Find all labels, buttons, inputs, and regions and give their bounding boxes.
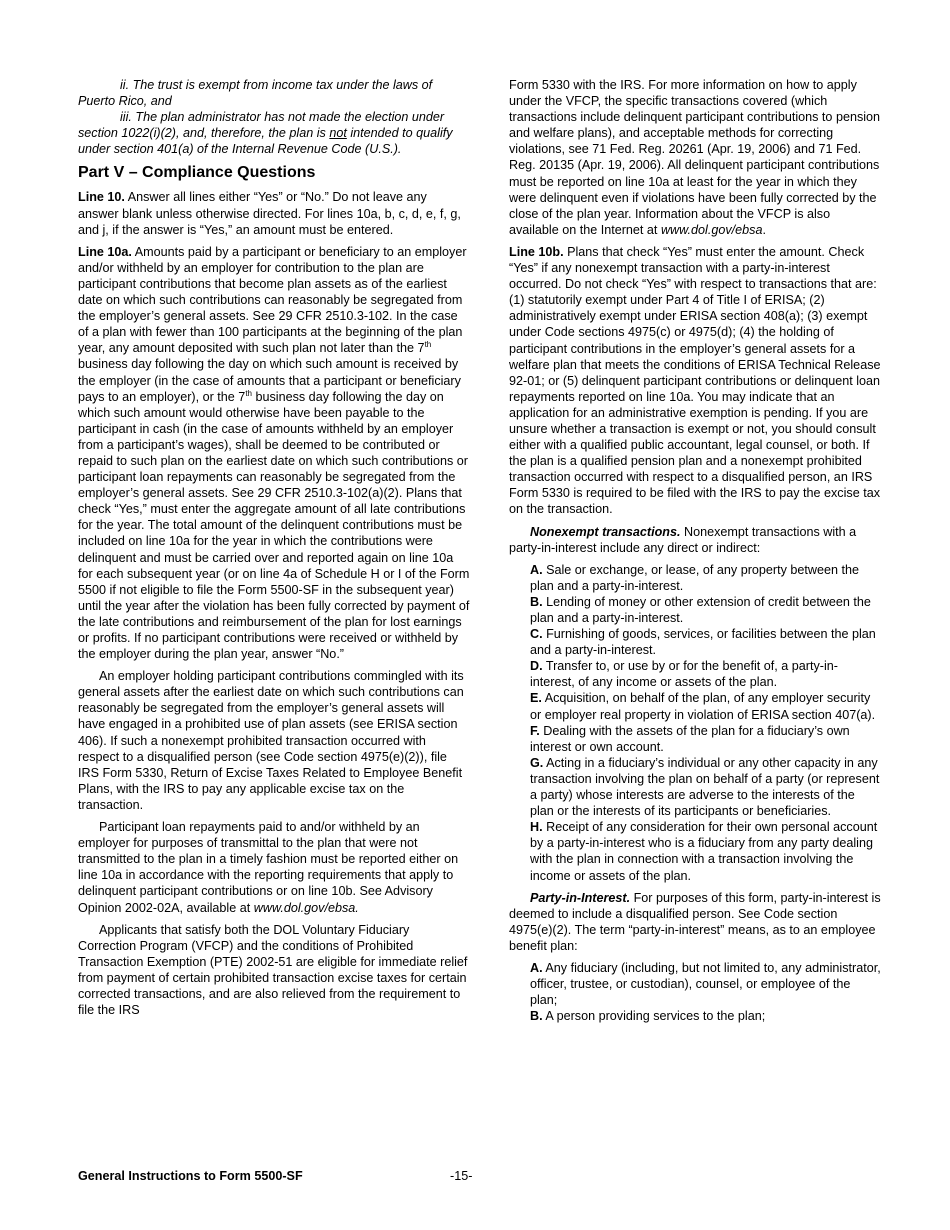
list-item-letter: E. <box>530 691 542 706</box>
list-item-text: Dealing with the assets of the plan for a fiduciary’s own interest or own account. <box>530 723 850 754</box>
loan-repayments-text: Participant loan repayments paid to and/or withheld by an employer for purposes of transmittal to the plan that were not transmitted to the plan in a timely fashion must be reported either on line 10a in accordance with the reporting requirements that apply to delinquent participant contributions or on line 10b. See Advisory Opinion 2002-02A, available at <box>78 820 459 915</box>
list-item-letter: A. <box>530 562 543 577</box>
part-v-heading: Part V – Compliance Questions <box>78 164 316 182</box>
list-item-letter: F. <box>530 723 540 738</box>
dol-ebsa-link[interactable]: www.dol.gov/ebsa. <box>253 900 359 915</box>
list-item-letter: G. <box>530 755 544 770</box>
list-item <box>530 819 881 883</box>
list-item <box>530 562 881 594</box>
roman-iii-text: iii. The plan administrator has not made the election under section 1022(i)(2), and, therefore, the plan is <box>78 110 445 141</box>
list-item <box>530 626 881 658</box>
list-item-text: Sale or exchange, or lease, of any property between the plan and a party-in-interest. <box>530 562 860 593</box>
list-item-text: Any fiduciary (including, but not limited to, any administrator, officer, trustee, or custodian), counsel, or employee of the plan; <box>530 960 881 1008</box>
dol-ebsa-link[interactable]: www.dol.gov/ebsa <box>660 222 763 237</box>
list-item <box>530 723 881 755</box>
list-item <box>530 594 881 626</box>
list-item-letter: H. <box>530 820 543 835</box>
vfcp-continued-paragraph <box>509 77 881 238</box>
list-item-letter: D. <box>530 659 543 674</box>
line-10-paragraph <box>78 189 470 237</box>
right-column <box>509 77 881 1030</box>
roman-iii-text-end: intended to qualify under section 401(a) of the Internal Revenue Code (U.S.). <box>78 126 453 157</box>
line-10-label: Line 10. <box>78 190 125 205</box>
nonexempt-paragraph <box>509 524 881 556</box>
page-number: -15- <box>450 1169 473 1183</box>
list-item-letter: A. <box>530 960 543 975</box>
line-10-text: Answer all lines either “Yes” or “No.” Do not leave any answer blank unless otherwise directed. For lines 10a, b, c, d, e, f, g, and j, if the answer is “Yes,” an amount must be entered. <box>78 190 461 237</box>
party-in-interest-label: Party-in-Interest. <box>530 890 631 905</box>
list-item-text: Lending of money or other extension of credit between the plan and a party-in-interest. <box>530 594 871 625</box>
list-item <box>530 658 881 690</box>
list-item <box>530 960 881 1008</box>
period: . <box>762 222 766 237</box>
underlined-not: not <box>329 126 347 141</box>
list-item-letter: C. <box>530 627 543 642</box>
line-10a-text-2: business day following the day on which such amount is received by the employer (in the case of amounts that a participant or beneficiary pays to an employer), or the 7 <box>78 357 461 404</box>
line-10a-paragraph <box>78 244 470 662</box>
nonexempt-list <box>530 562 881 884</box>
superscript-th: th <box>424 340 432 350</box>
superscript-th: th <box>245 388 252 398</box>
line-10a-text-3: business day following the day on which such amount would otherwise have been payable to the participant in cash (in the case of amounts withheld by an employer from a participant’s wages), shall be deemed to be contributed or repaid to such plan on the earliest date on which such contributions or participant loan repayments can reasonably be segregated from the employer’s general assets. See 29 CFR 2510.3-102(a)(2). Plans that check “Yes,” must enter the aggregate amount of all late contributions for the year. The total amount of the delinquent contributions must be included on line 10a for the year in which the contributions were delinquent and must be carried over and reported again on line 10a for each subsequent year (or on line 4a of Schedule H or I of the Form 5500 if not eligible to file the Form 5500-SF in the subsequent year) until the year after the violation has been fully corrected by payment of the late contributions and reimbursement of the plan for lost earnings or profits. If no participant contributions were received or withheld by the employer during the plan year, answer “No.” <box>78 389 470 662</box>
vfcp-continued-text: Form 5330 with the IRS. For more information on how to apply under the VFCP, the specific transactions covered (which transactions include delinquent participant contributions to pension and welfare plans), and acceptable methods for correcting violations, see 71 Fed. Reg. 20261 (Apr. 19, 2006) and 71 Fed. Reg. 20135 (Apr. 19, 2006). All delinquent participant contributions must be reported on line 10a at least for the year in which they were delinquent even if violations have been fully corrected by the close of the plan year. Information about the VFCP is also available on the Internet at <box>509 78 881 237</box>
line-10a-text: Amounts paid by a participant or beneficiary to an employer and/or withheld by an employer for contribution to the plan are participant contributions that become plan assets as of the earliest date on which such contributions can reasonably be segregated from the employer’s general assets. See 29 CFR 2510.3-102. In the case of a plan with fewer than 100 participants at the beginning of the plan year, any amount deposited with such plan not later than the 7 <box>78 244 467 356</box>
list-item-text: Receipt of any consideration for their own personal account by a party-in-interest who is a fiduciary from any party dealing with the plan in connection with a transaction involving the income or assets of the plan. <box>530 820 878 883</box>
nonexempt-label: Nonexempt transactions. <box>530 524 681 539</box>
employer-commingled-paragraph: An employer holding participant contributions commingled with its general assets after the earliest date on which such contributions can reasonably be segregated from the employer’s general assets will have engaged in a prohibited use of plan assets (see ERISA section 406). If such a nonexempt prohibited transaction occurred with respect to a disqualified person (see Code section 4975(e)(2)), file IRS Form 5330, Return of Excise Taxes Related to Employee Benefit Plans, with the IRS to pay any applicable excise tax on the transaction. <box>78 669 464 812</box>
vfcp-applicants-paragraph: Applicants that satisfy both the DOL Voluntary Fiduciary Correction Program (VFCP) and the conditions of Prohibited Transaction Exemption (PTE) 2002-51 are eligible for immediate relief from payment of certain prohibited transaction excise taxes for certain corrected transactions, and are also relieved from the requirement to file the IRS <box>78 922 468 1018</box>
list-item-text: A person providing services to the plan; <box>542 1009 766 1024</box>
roman-ii-paragraph: ii. The trust is exempt from income tax under the laws of Puerto Rico, and <box>78 78 433 109</box>
line-10b-paragraph <box>509 244 881 518</box>
line-10b-label: Line 10b. <box>509 244 564 259</box>
list-item-text: Acquisition, on behalf of the plan, of any employer security or employer real property in violation of ERISA section 407(a). <box>530 691 876 722</box>
party-in-interest-list <box>530 960 881 1024</box>
list-item-text: Furnishing of goods, services, or facilities between the plan and a party-in-interest. <box>530 627 876 658</box>
list-item <box>530 755 881 819</box>
party-in-interest-text: For purposes of this form, party-in-interest is deemed to include a disqualified person. See Code section 4975(e)(2). The term “party-in-interest” means, as to an employee benefit plan: <box>509 890 881 953</box>
roman-iii-paragraph <box>78 109 470 157</box>
list-item-letter: B. <box>530 1009 543 1024</box>
line-10a-label: Line 10a. <box>78 244 132 259</box>
list-item-letter: B. <box>530 594 543 609</box>
left-column <box>78 77 470 1024</box>
nonexempt-text: Nonexempt transactions with a party-in-interest include any direct or indirect: <box>509 524 857 555</box>
list-item-text: Acting in a fiduciary’s individual or any other capacity in any transaction involving the plan on behalf of a party (or represent a party) whose interests are adverse to the interests of the plan or the interests of its participants or beneficiaries. <box>530 755 880 819</box>
list-item <box>530 690 881 722</box>
line-10b-text: Plans that check “Yes” must enter the amount. Check “Yes” if any nonexempt transaction with a party-in-interest occurred. Do not check “Yes” with respect to transactions that are: (1) statutorily exempt under Part 4 of Title I of ERISA; (2) administratively exempt under ERISA section 408(a); (3) exempt under Code sections 4975(c) or 4975(d); (4) the holding of participant contributions in the employer’s general assets for a welfare plan that meets the conditions of ERISA Technical Release 92-01; or (5) delinquent participant contributions or delinquent loan repayments reported on line 10a. You may indicate that an application for an administrative exemption is pending. If you are unsure whether a transaction is exempt or not, you should consult either with a qualified public accountant, legal counsel, or both. If the plan is a qualified pension plan and a nonexempt prohibited transaction occurred with respect to a disqualified person, an IRS Form 5330 is required to be filed with the IRS to pay the excise tax on the transaction. <box>509 244 881 517</box>
footer-title: General Instructions to Form 5500-SF <box>78 1169 303 1183</box>
list-item-text: Transfer to, or use by or for the benefit of, a party-in-interest, of any income or assets of the plan. <box>530 659 838 690</box>
party-in-interest-paragraph <box>509 890 881 954</box>
list-item <box>530 1008 881 1024</box>
loan-repayments-paragraph <box>78 819 470 916</box>
